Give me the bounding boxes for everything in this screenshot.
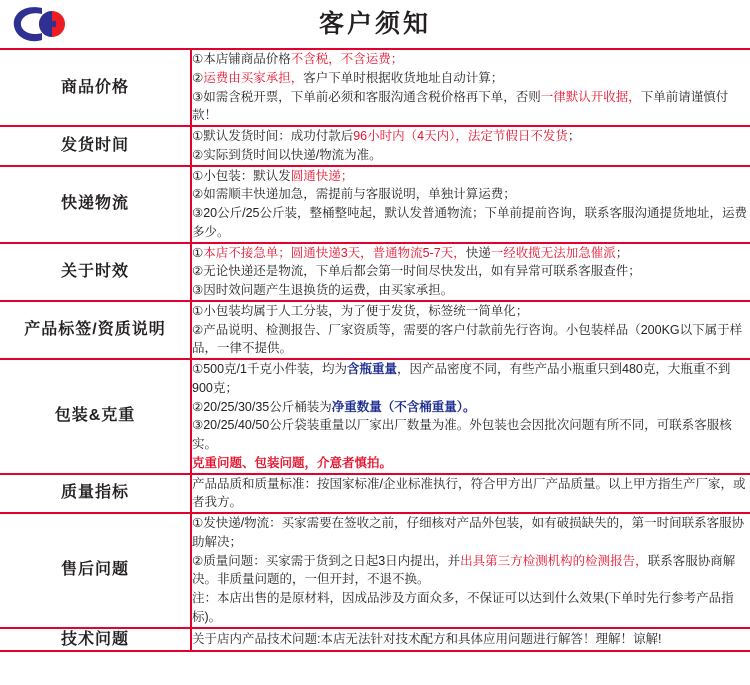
content-line xyxy=(192,398,750,417)
content-segment: 96小时内（4天内），法定节假日不发货 xyxy=(353,129,568,143)
page-title: 客户须知 xyxy=(318,9,431,38)
content-segment: 快递 xyxy=(465,245,491,260)
content-segment: 出具第三方检测机构的检测报告， xyxy=(460,553,648,568)
row-label: 关于时效 xyxy=(0,243,191,301)
row-content xyxy=(191,243,750,301)
table-row xyxy=(0,50,750,126)
content-segment: 关于店内产品技术问题:本店无法针对技术配方和具体应用问题进行解答！理解！谅解! xyxy=(192,631,662,646)
row-content xyxy=(191,50,750,126)
row-label: 发货时间 xyxy=(0,126,191,166)
content-segment: ③20/25/40/50公斤袋装重量以厂家出厂数量为准。外包装也会因批次问题有所不同，可联系客服核实。 xyxy=(192,418,732,451)
table-row xyxy=(0,301,750,359)
content-segment: ②无论快递还是物流，下单后都会第一时间尽快发出，如有异常可联系客服查件； xyxy=(192,264,641,279)
content-line xyxy=(192,552,750,590)
content-line xyxy=(192,589,750,627)
content-line xyxy=(192,360,750,398)
content-line xyxy=(192,262,750,281)
content-line xyxy=(192,630,750,649)
content-line xyxy=(192,514,750,552)
content-segment: ②实际到货时间以快递/物流为准。 xyxy=(192,147,382,162)
content-segment: ①500克/1千克小件装，均为 xyxy=(192,362,347,376)
content-line xyxy=(192,475,750,513)
row-content xyxy=(191,166,750,243)
content-segment: ②20/25/30/35公斤桶装为 xyxy=(192,399,332,414)
row-content xyxy=(191,301,750,359)
row-label: 产品标签/资质说明 xyxy=(0,301,191,359)
content-segment: 产品品质和质量标准：按国家标准/企业标准执行，符合甲方出厂产品质量。以上甲方指生产厂家，或者我方。 xyxy=(192,476,746,510)
content-line xyxy=(192,416,750,454)
content-segment: ③如需含税开票，下单前必须和客服沟通含税价格再下单，否则 xyxy=(192,89,541,104)
content-line xyxy=(192,167,750,186)
row-content xyxy=(191,628,750,652)
content-line xyxy=(192,302,750,321)
content-segment: 一经收揽无法加急催派 xyxy=(490,245,616,260)
content-segment: ，因产品密度不同，有些产品小瓶重只到480克，大瓶重不到900克； xyxy=(192,362,731,395)
content-segment: 联系客服协商解决。非质量问题的，一但开封，不退不换。 xyxy=(192,553,736,587)
content-segment: 运费由买家承担， xyxy=(203,70,304,85)
table-row xyxy=(0,166,750,243)
content-line xyxy=(192,146,750,165)
content-line xyxy=(192,281,750,300)
content-segment: ③20公斤/25公斤装，整桶整吨起，默认发普通物流；下单前提前咨询，联系客服沟通提货地址，运费多少。 xyxy=(192,206,747,239)
notice-table xyxy=(0,50,750,652)
row-label: 技术问题 xyxy=(0,628,191,652)
content-segment: 克重问题、包装问题，介意者慎拍。 xyxy=(192,455,393,470)
row-content xyxy=(191,474,750,514)
content-line xyxy=(192,69,750,88)
content-segment: ①小包装均属于人工分装，为了便于发货，标签统一简单化； xyxy=(192,303,529,318)
table-row xyxy=(0,474,750,514)
row-content xyxy=(191,359,750,474)
row-content xyxy=(191,126,750,166)
content-segment: ③因时效问题产生退换货的运费，由买家承担。 xyxy=(192,283,454,297)
content-segment: ②如需顺丰快递加急，需提前与客服说明，单独计算运费； xyxy=(192,187,516,202)
table-row xyxy=(0,359,750,474)
row-label: 快递物流 xyxy=(0,166,191,243)
table-row xyxy=(0,243,750,301)
document-header xyxy=(0,0,750,50)
content-segment: ①默认发货时间：成功付款后 xyxy=(192,129,354,143)
content-segment: 净重数量（不含桶重量）。 xyxy=(331,399,476,414)
content-segment: ① xyxy=(192,245,204,260)
content-line xyxy=(192,88,750,126)
content-line xyxy=(192,321,750,359)
table-row xyxy=(0,126,750,166)
row-label: 包装&克重 xyxy=(0,359,191,474)
content-segment: 不含税，不含运费； xyxy=(290,52,404,66)
content-segment: 客户下单时根据收货地址自动计算； xyxy=(303,70,504,85)
content-segment: 注：本店出售的是原材料，因成品涉及方面众多，不保证可以达到什么效果(下单时先行参考产品指标)。 xyxy=(192,591,734,624)
content-segment: 圆通快递； xyxy=(290,168,354,183)
row-label: 售后问题 xyxy=(0,513,191,628)
table-row xyxy=(0,513,750,628)
content-segment: ①本店铺商品价格 xyxy=(192,52,291,66)
content-line xyxy=(192,454,750,473)
notice-table-body xyxy=(0,50,750,651)
content-segment: ②质量问题：买家需于货到之日起3日内提出，并 xyxy=(192,553,461,568)
content-line xyxy=(192,204,750,242)
row-content xyxy=(191,513,750,628)
content-segment: 本店不接急单；圆通快递3天，普通物流5-7天， xyxy=(203,245,466,260)
row-label: 商品价格 xyxy=(0,50,191,126)
content-segment: ； xyxy=(615,245,629,260)
content-segment: ②产品说明、检测报告、厂家资质等，需要的客户付款前先行咨询。小包装样品（200KG以下属于样品，一律不提供。 xyxy=(192,322,743,356)
content-segment: 下单前请谨慎付款！ xyxy=(192,89,729,123)
content-segment: ② xyxy=(192,70,204,85)
content-segment: 一律默认开收据， xyxy=(540,89,641,104)
content-line xyxy=(192,185,750,204)
table-row xyxy=(0,628,750,652)
content-line xyxy=(192,244,750,263)
content-segment: 含瓶重量 xyxy=(347,362,398,376)
row-label: 质量指标 xyxy=(0,474,191,514)
content-segment: ①小包装：默认发 xyxy=(192,168,291,183)
content-segment: ①发快递/物流：买家需要在签收之前，仔细核对产品外包装，如有破损缺失的，第一时间联系客服协助解决； xyxy=(192,516,745,549)
content-line xyxy=(192,50,750,69)
content-segment: ； xyxy=(567,129,581,143)
content-line xyxy=(192,127,750,146)
